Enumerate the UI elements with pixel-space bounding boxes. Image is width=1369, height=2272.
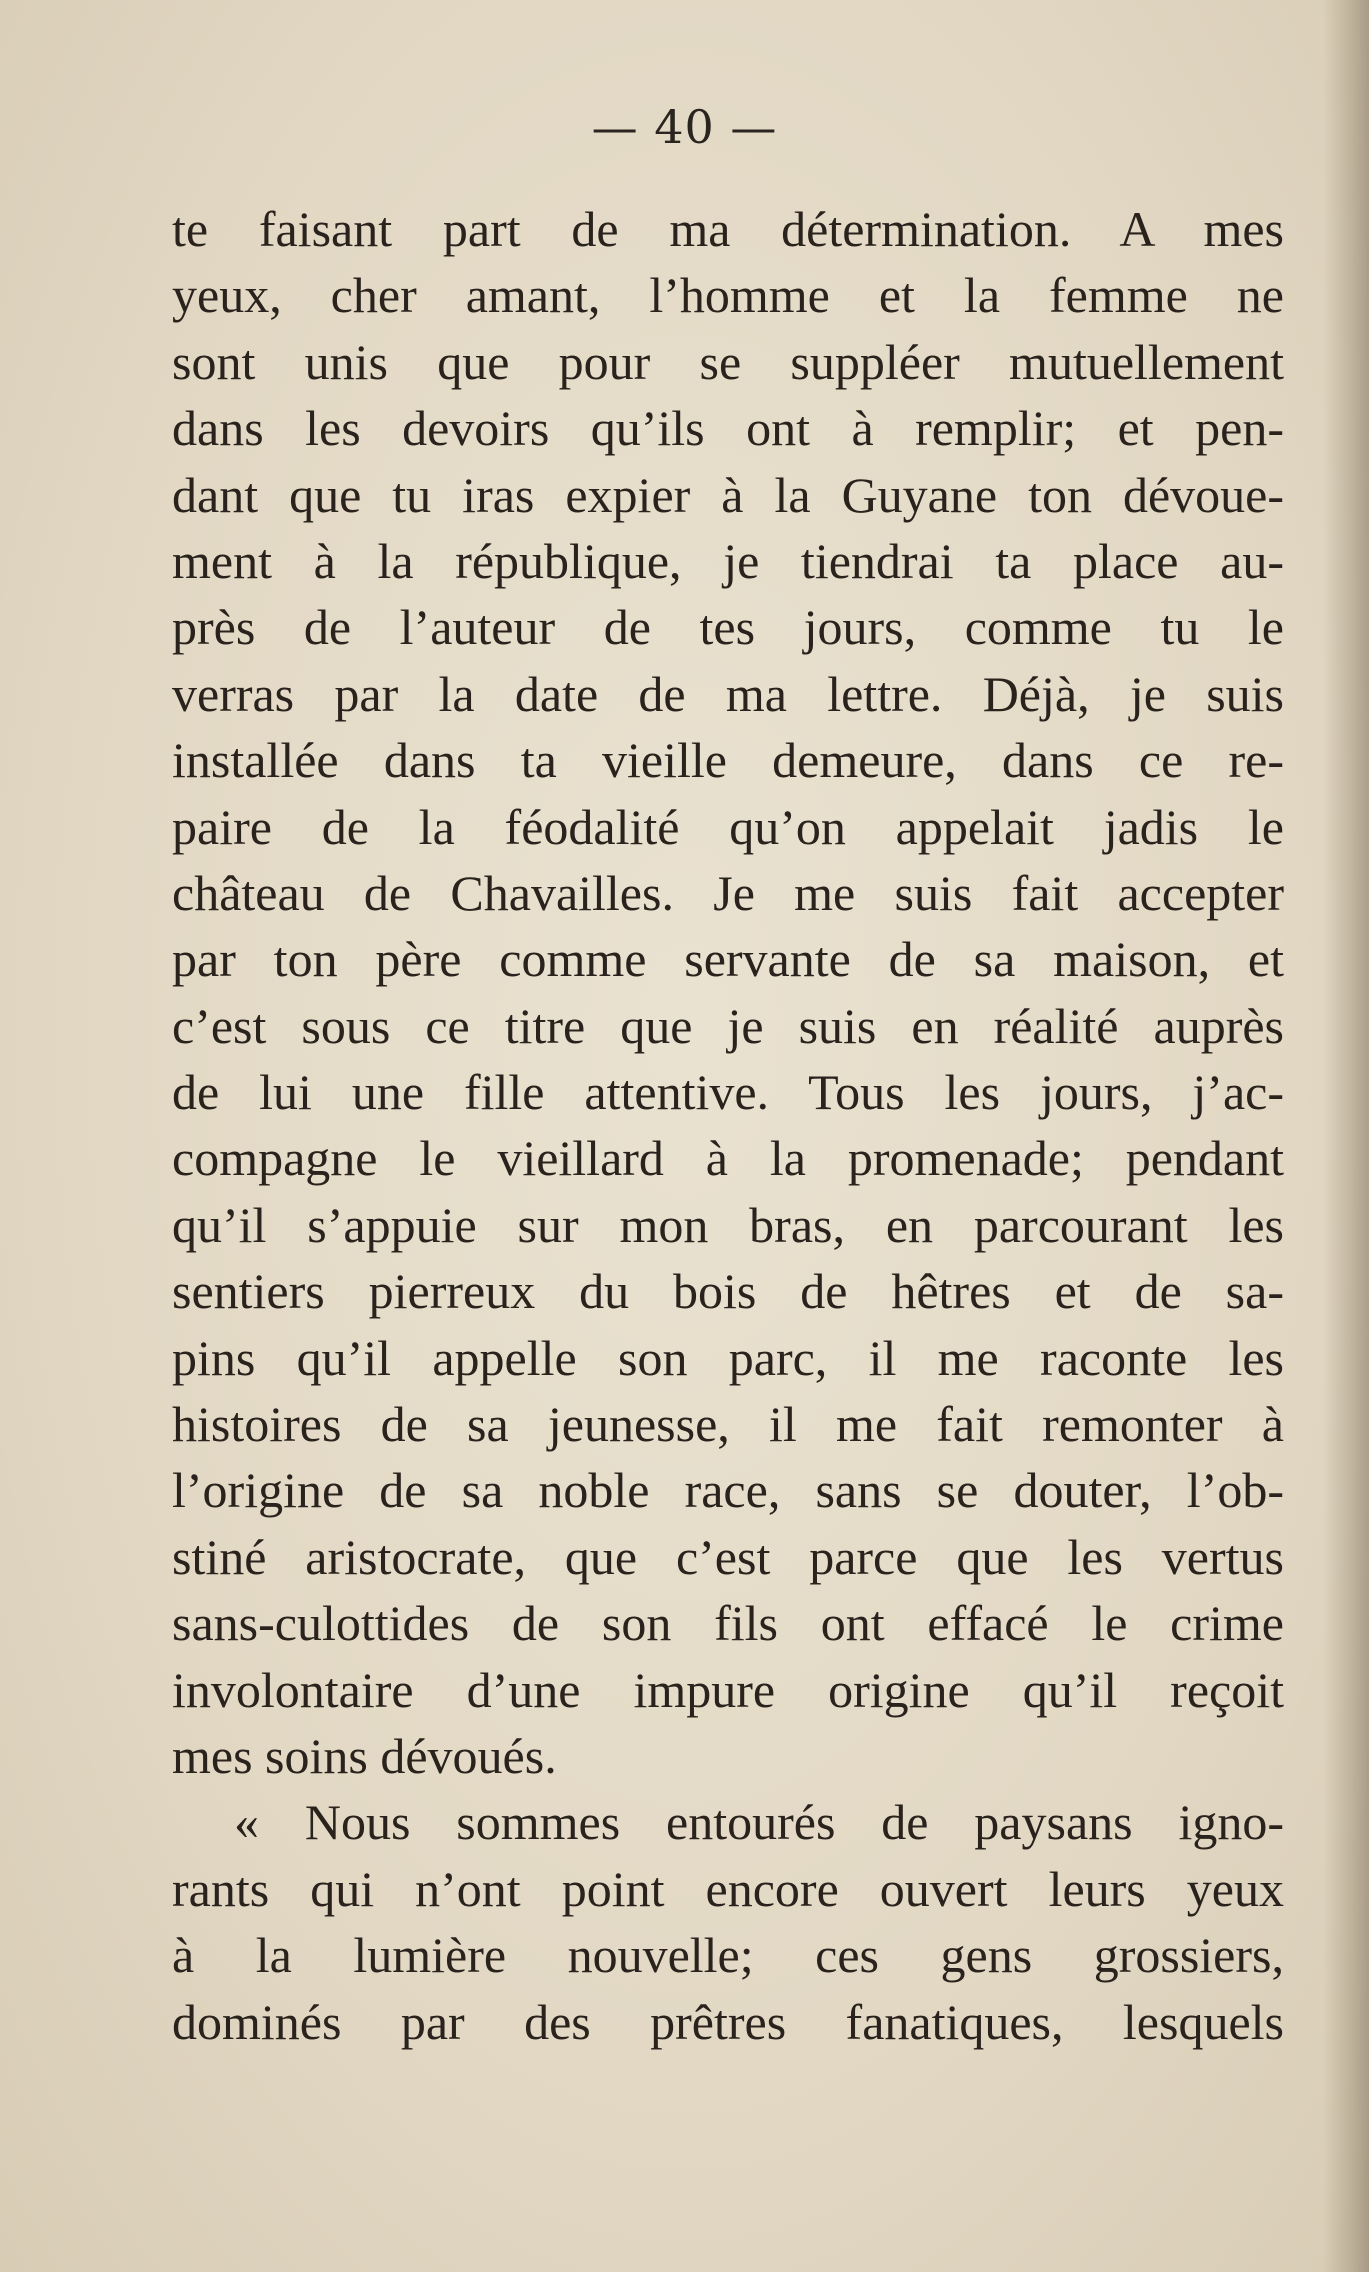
text-line: yeux, cher amant, l’homme et la femme ne: [172, 267, 1284, 324]
text-line: c’est sous ce titre que je suis en réalité auprès: [172, 997, 1284, 1054]
paragraph-end-line: mes soins dévoués.: [172, 1727, 557, 1784]
text-line: sentiers pierreux du bois de hêtres et de sa-: [172, 1263, 1284, 1320]
body-text: [172, 196, 1284, 2055]
text-line: dans les devoirs qu’ils ont à remplir; et pen-: [172, 400, 1284, 457]
text-line: l’origine de sa noble race, sans se douter, l’ob-: [172, 1462, 1284, 1519]
text-line: par ton père comme servante de sa maison, et: [172, 931, 1284, 988]
text-line: installée dans ta vieille demeure, dans ce re-: [172, 732, 1284, 789]
text-line: près de l’auteur de tes jours, comme tu le: [172, 599, 1284, 656]
text-line: histoires de sa jeunesse, il me fait remonter à: [172, 1396, 1284, 1453]
text-line: sont unis que pour se suppléer mutuellement: [172, 333, 1284, 390]
text-line: stiné aristocrate, que c’est parce que les vertus: [172, 1528, 1284, 1585]
text-line: dant que tu iras expier à la Guyane ton dévoue-: [172, 466, 1284, 523]
text-line: paire de la féodalité qu’on appelait jadis le: [172, 798, 1284, 855]
text-line: pins qu’il appelle son parc, il me raconte les: [172, 1329, 1284, 1386]
text-line: de lui une fille attentive. Tous les jours, j’ac-: [172, 1064, 1284, 1121]
text-line: château de Chavailles. Je me suis fait accepter: [172, 864, 1284, 921]
text-line: sans-culottides de son fils ont effacé le crime: [172, 1595, 1284, 1652]
page-edge-shadow: [1323, 0, 1369, 2272]
page-number: — 40 —: [591, 100, 778, 154]
text-line: qu’il s’appuie sur mon bras, en parcourant les: [172, 1196, 1284, 1253]
text-line: ment à la république, je tiendrai ta place au-: [172, 532, 1284, 589]
text-line: compagne le vieillard à la promenade; pendant: [172, 1130, 1284, 1187]
text-line: involontaire d’une impure origine qu’il reçoit: [172, 1661, 1284, 1718]
text-line: verras par la date de ma lettre. Déjà, je suis: [172, 665, 1284, 722]
text-line: à la lumière nouvelle; ces gens grossiers,: [172, 1927, 1284, 1984]
text-line: te faisant part de ma détermination. A mes: [172, 201, 1284, 257]
text-line: rants qui n’ont point encore ouvert leurs yeux: [172, 1860, 1284, 1917]
text-line: dominés par des prêtres fanatiques, lesquels: [172, 1993, 1284, 2050]
paragraph-start-line: « Nous sommes entourés de paysans igno-: [234, 1794, 1284, 1851]
